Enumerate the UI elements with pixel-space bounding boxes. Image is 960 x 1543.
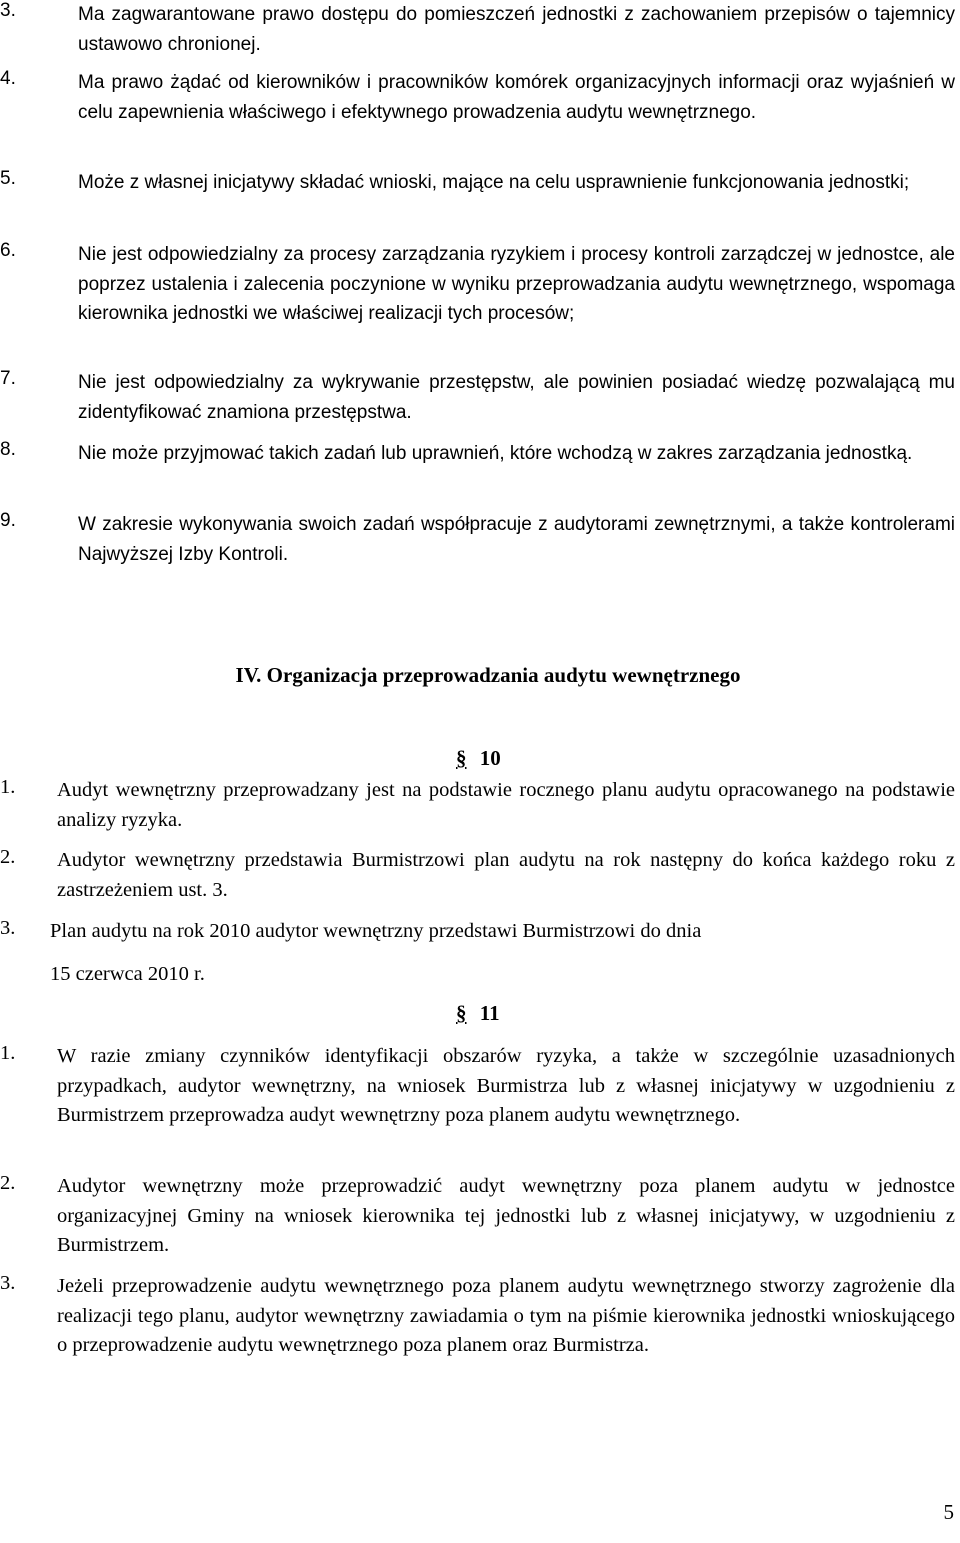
paragraph-marker-11 (456, 1001, 500, 1026)
paragraph-marker-10 (456, 746, 501, 771)
list-item (0, 240, 955, 329)
item-text: Ma prawo żądać od kierowników i pracowników komórek organizacyjnych informacji oraz wyjaśnień w celu zapewnienia właściwego i efektywnego prowadzenia audytu wewnętrznego. (78, 72, 955, 123)
item-number: 7. (0, 368, 16, 389)
list-item (0, 168, 955, 198)
item-text: Plan audytu na rok 2010 audytor wewnętrzny przedstawi Burmistrzowi do dnia (50, 920, 702, 942)
list-item (0, 439, 955, 469)
paragraph-number: 10 (479, 746, 501, 770)
section-heading: IV. Organizacja przeprowadzania audytu wewnętrznego (235, 663, 741, 687)
item-number: 3. (0, 0, 16, 21)
paragraph-number: 11 (479, 1001, 500, 1025)
list-item (0, 0, 955, 59)
item-number: 2. (0, 1172, 16, 1194)
list-item (0, 1042, 955, 1131)
item-text: Ma zagwarantowane prawo dostępu do pomieszczeń jednostki z zachowaniem przepisów o tajemnicy ustawowo chronionej. (78, 4, 955, 55)
item-text: Nie może przyjmować takich zadań lub uprawnień, które wchodzą w zakres zarządzania jednostką. (78, 443, 913, 464)
list-item (0, 510, 955, 569)
item-text: W razie zmiany czynników identyfikacji obszarów ryzyka, a także w szczególnie uzasadnionych przypadkach, audytor wewnętrzny, na wniosek Burmistrza lub z własnej inicjatywy w uzgodnieniu z Burmistrzem przeprowadza audyt wewnętrzny poza planem audytu wewnętrznego. (57, 1045, 955, 1126)
item-text: Audytor wewnętrzny może przeprowadzić audyt wewnętrzny poza planem audytu w jednostce organizacyjnej Gminy na wniosek kierownika tej jednostki lub z własnej inicjatywy, w uzgodnieniu z Burmistrzem. (57, 1175, 955, 1256)
list-item (0, 68, 955, 127)
item-text: Nie jest odpowiedzialny za procesy zarządzania ryzykiem i procesy kontroli zarządczej w jednostce, ale poprzez ustalenia i zalecenia poczynione w wyniku przeprowadzania audytu wewnętrznego, wspomaga kierownika jednostki we właściwej realizacji tych procesów; (78, 244, 955, 324)
page-number: 5 (943, 1500, 954, 1524)
section-symbol: § (456, 746, 467, 770)
item-number: 3. (0, 1272, 16, 1294)
item-text: Nie jest odpowiedzialny za wykrywanie przestępstw, ale powinien posiadać wiedzę pozwalającą mu zidentyfikować znamiona przestępstwa. (78, 372, 955, 423)
list-item (0, 846, 955, 905)
item-number: 9. (0, 510, 16, 531)
list-item (0, 1172, 955, 1261)
section-symbol: § (456, 1001, 467, 1025)
item-text: W zakresie wykonywania swoich zadań współpracuje z audytorami zewnętrznymi, a także kontrolerami Najwyższej Izby Kontroli. (78, 514, 955, 565)
item-number: 1. (0, 776, 16, 798)
item-number: 3. (0, 917, 16, 939)
list-item (0, 368, 955, 427)
list-item (0, 1272, 955, 1361)
item-text: Może z własnej inicjatywy składać wnioski, mające na celu usprawnienie funkcjonowania jednostki; (78, 172, 910, 193)
item-number: 5. (0, 168, 16, 189)
item-text: Audytor wewnętrzny przedstawia Burmistrzowi plan audytu na rok następny do końca każdego roku z zastrzeżeniem ust. 3. (57, 849, 955, 901)
item-text-continuation: 15 czerwca 2010 r. (50, 963, 205, 985)
item-number: 1. (0, 1042, 16, 1064)
item-text: Audyt wewnętrzny przeprowadzany jest na podstawie rocznego planu audytu opracowanego na podstawie analizy ryzyka. (57, 779, 955, 831)
list-item (0, 776, 955, 835)
item-number: 4. (0, 68, 16, 89)
item-number: 8. (0, 439, 16, 460)
item-number: 2. (0, 846, 16, 868)
item-text: Jeżeli przeprowadzenie audytu wewnętrznego poza planem audytu wewnętrznego stworzy zagrożenie dla realizacji tego planu, audytor wewnętrzny zawiadamia o tym na piśmie kierownika jednostki wnioskującego o przeprowadzenie audytu wewnętrznego poza planem oraz Burmistrza. (57, 1275, 955, 1356)
item-number: 6. (0, 240, 16, 261)
